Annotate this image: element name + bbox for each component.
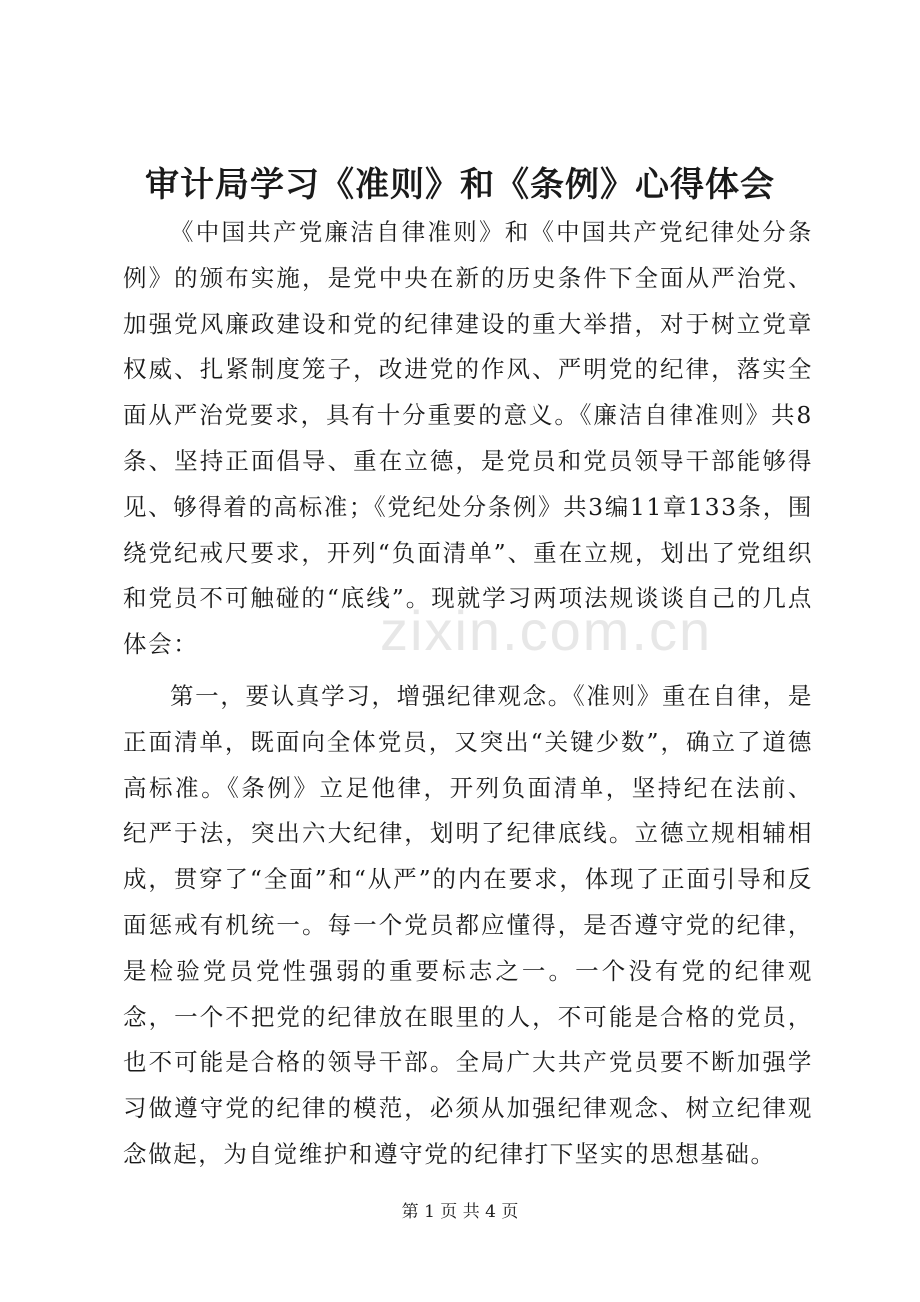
paragraph-intro: 《中国共产党廉洁自律准则》和《中国共产党纪律处分条例》的颁布实施，是党中央在新的历史条件下全面从严治党、加强党风廉政建设和党的纪律建设的重大举措，对于树立党章权威、扎紧制度笼子，改进党的作风、严明党的纪律，落实全面从严治党要求，具有十分重要的意义。《廉洁自律准则》共8条、坚持正面倡导、重在立德，是党员和党员领导干部能够得见、够得着的高标准；《党纪处分条例》共3编11章133条，围绕党纪戒尺要求，开列“负面清单”、重在立规，划出了党组织和党员不可触碰的“底线”。现就学习两项法规谈谈自己的几点体会： xyxy=(123,218,813,659)
document-title: 审计局学习《准则》和《条例》心得体会 xyxy=(145,165,775,205)
document-body xyxy=(123,210,813,1178)
watermark-text: zixin.com.cn xyxy=(380,599,713,662)
page-footer: 第 1 页 共 4 页 xyxy=(401,1202,519,1222)
paragraph-point-one: 第一，要认真学习，增强纪律观念。《准则》重在自律，是正面清单，既面向全体党员，又突出“关键少数”，确立了道德高标准。《条例》立足他律，开列负面清单，坚持纪在法前、纪严于法，突出六大纪律，划明了纪律底线。立德立规相辅相成，贯穿了“全面”和“从严”的内在要求，体现了正面引导和反面惩戒有机统一。每一个党员都应懂得，是否遵守党的纪律，是检验党员党性强弱的重要标志之一。一个没有党的纪律观念，一个不把党的纪律放在眼里的人，不可能是合格的党员，也不可能是合格的领导干部。全局广大共产党员要不断加强学习做遵守党的纪律的模范，必须从加强纪律观念、树立纪律观念做起，为自觉维护和遵守党的纪律打下坚实的思想基础。 xyxy=(123,681,813,1168)
